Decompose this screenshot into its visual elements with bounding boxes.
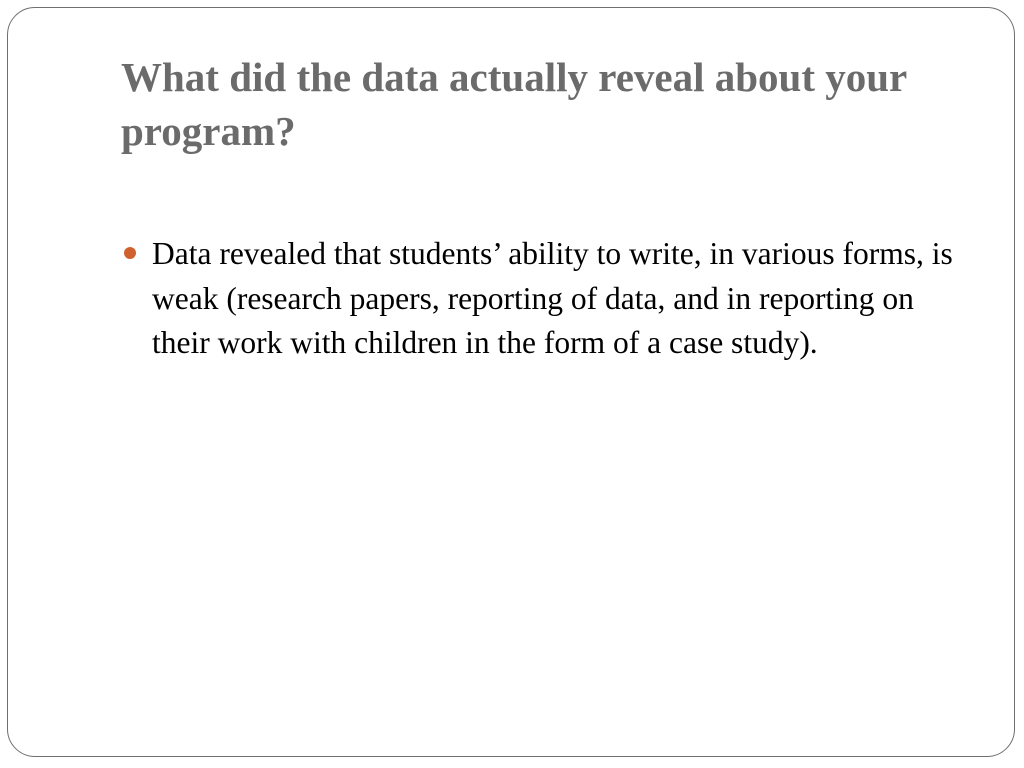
- bullet-item: [121, 232, 961, 366]
- slide-frame: [7, 7, 1015, 757]
- bullet-dot-icon: [124, 247, 136, 259]
- bullet-text: Data revealed that students’ ability to write, in various forms, is weak (research papers, reporting of data, and in reporting on their work with children in the form of a case study).: [152, 236, 953, 360]
- slide-title: What did the data actually reveal about your program?: [121, 54, 907, 154]
- bullet-list: [121, 232, 961, 366]
